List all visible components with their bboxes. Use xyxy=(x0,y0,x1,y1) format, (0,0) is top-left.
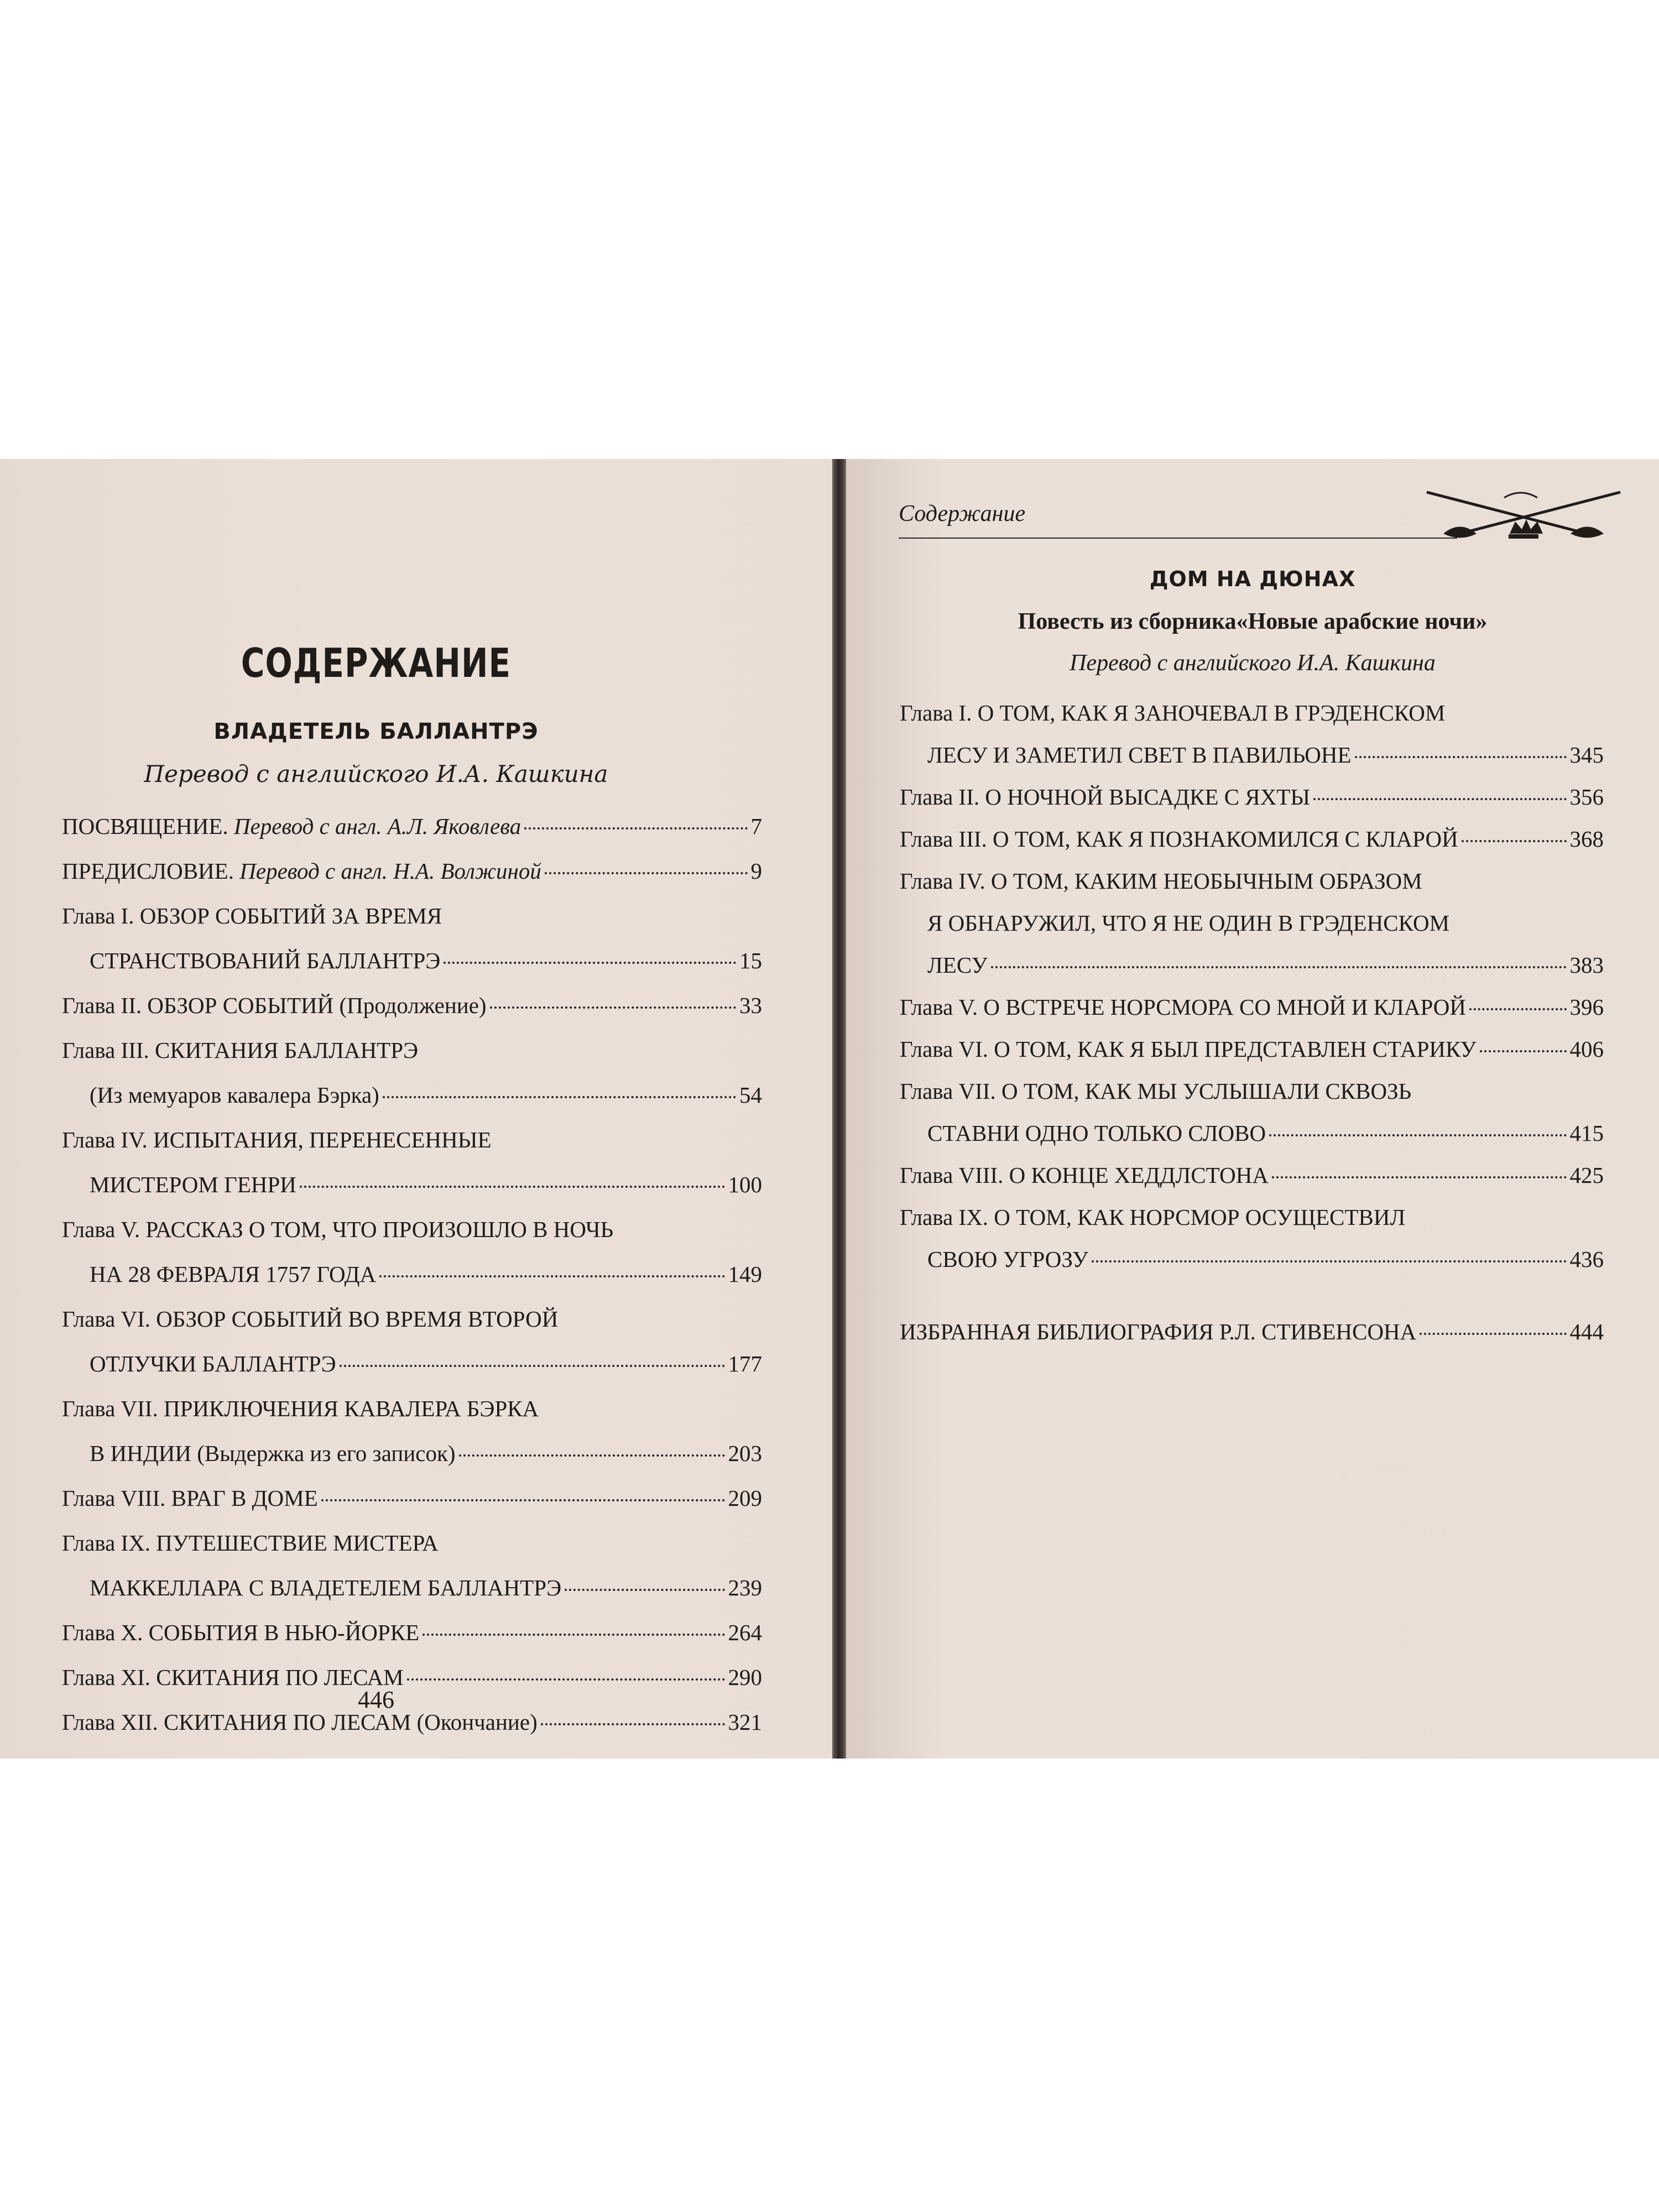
collection-title: Повесть из сборника«Новые арабские ночи» xyxy=(1018,609,1488,634)
leader-dots xyxy=(444,962,736,964)
toc-entry-line xyxy=(62,1530,762,1556)
toc-entry-line xyxy=(90,1261,762,1287)
toc-entry-line xyxy=(62,1126,762,1153)
toc-entry-title: Глава I. ОБЗОР СОБЫТИЙ ЗА ВРЕМЯ xyxy=(62,903,442,928)
leader-dots xyxy=(1462,840,1567,842)
leader-dots xyxy=(459,1454,725,1457)
leader-dots xyxy=(407,1678,725,1681)
toc-entry-title: Глава V. О ВСТРЕЧЕ НОРСМОРА СО МНОЙ И КЛАРОЙ xyxy=(900,994,1466,1020)
running-header: Содержание xyxy=(899,501,1026,526)
toc-page-number: 290 xyxy=(728,1665,762,1690)
toc-page-number: 203 xyxy=(728,1441,762,1466)
toc-entry-line xyxy=(62,1395,762,1422)
leader-dots xyxy=(1420,1333,1566,1335)
book-spread xyxy=(0,459,1659,1759)
toc-entry-title: НА 28 ФЕВРАЛЯ 1757 ГОДА xyxy=(90,1261,377,1287)
leader-dots xyxy=(541,1723,725,1725)
toc-page-number: 33 xyxy=(739,993,762,1018)
toc-entry-title: ПОСВЯЩЕНИЕ. Перевод с англ. А.Л. Яковлева xyxy=(62,813,521,839)
leader-dots xyxy=(545,872,748,874)
toc-entry-line xyxy=(90,1440,762,1467)
work-title: ВЛАДЕТЕЛЬ БАЛЛАНТРЭ xyxy=(213,719,539,744)
toc-entry-title: СТАВНИ ОДНО ТОЛЬКО СЛОВО xyxy=(927,1120,1266,1146)
toc-entry-line xyxy=(927,742,1604,768)
toc-page-number: 406 xyxy=(1569,1036,1604,1062)
toc-entry-title: Глава VII. ПРИКЛЮЧЕНИЯ КАВАЛЕРА БЭРКА xyxy=(62,1396,539,1421)
toc-entry-title: Глава VII. О ТОМ, КАК МЫ УСЛЫШАЛИ СКВОЗЬ xyxy=(900,1078,1412,1104)
toc-entry-line xyxy=(90,1574,762,1601)
toc-entry-title: Глава VIII. ВРАГ В ДОМЕ xyxy=(62,1485,318,1511)
crossed-swords-crown-icon xyxy=(1421,481,1626,547)
toc-page-number: 177 xyxy=(728,1351,762,1376)
toc-entry-title: Глава IX. ПУТЕШЕСТВИЕ МИСТЕРА xyxy=(62,1530,439,1556)
toc-entry-line xyxy=(900,826,1604,852)
leader-dots xyxy=(379,1275,724,1277)
toc-page-number: 15 xyxy=(739,948,762,973)
toc-entry-title: Глава II. О НОЧНОЙ ВЫСАДКЕ С ЯХТЫ xyxy=(900,784,1311,810)
toc-entry-title: СТРАНСТВОВАНИЙ БАЛЛАНТРЭ xyxy=(90,948,441,973)
work-title: ДОМ НА ДЮНАХ xyxy=(1149,567,1356,591)
toc-page-number: 383 xyxy=(1569,952,1604,978)
toc-entry-title: МАККЕЛЛАРА С ВЛАДЕТЕЛЕМ БАЛЛАНТРЭ xyxy=(90,1575,562,1600)
page-number: 446 xyxy=(358,1686,394,1713)
toc-page-number: 149 xyxy=(728,1261,762,1287)
book-gutter xyxy=(832,459,848,1759)
header-rule xyxy=(899,538,1457,539)
toc-entry-line xyxy=(900,784,1604,810)
toc-entry-title: СВОЮ УГРОЗУ xyxy=(927,1246,1088,1272)
toc-page-number: 368 xyxy=(1569,826,1604,852)
toc-entry-line xyxy=(927,910,1604,936)
toc-page-number: 321 xyxy=(728,1709,762,1735)
toc-page-number: 264 xyxy=(728,1620,762,1645)
toc-entry-title: В ИНДИИ (Выдержка из его записок) xyxy=(90,1441,456,1466)
toc-entry-title: Глава III. О ТОМ, КАК Я ПОЗНАКОМИЛСЯ С КЛАРОЙ xyxy=(900,826,1458,852)
page-title: СОДЕРЖАНИЕ xyxy=(241,639,512,687)
translation-credit: Перевод с английского И.А. Кашкина xyxy=(144,760,608,787)
toc-entry-line xyxy=(62,1216,762,1243)
toc-entry-title: Глава IV. ИСПЫТАНИЯ, ПЕРЕНЕСЕННЫЕ xyxy=(62,1127,492,1152)
leader-dots xyxy=(1092,1260,1567,1262)
toc-page-number: 444 xyxy=(1569,1319,1604,1344)
toc-entry-line xyxy=(62,1306,762,1332)
toc-entry-title: ИЗБРАННАЯ БИБЛИОГРАФИЯ Р.Л. СТИВЕНСОНА xyxy=(900,1319,1417,1344)
toc-page-number: 415 xyxy=(1569,1120,1604,1146)
leader-dots xyxy=(300,1186,725,1188)
toc-entry-title: Глава XI. СКИТАНИЯ ПО ЛЕСАМ xyxy=(62,1665,404,1690)
toc-entry-line xyxy=(62,1037,762,1063)
leader-dots xyxy=(340,1365,725,1367)
toc-entry-line xyxy=(62,813,762,839)
translation-credit: Перевод с английского И.А. Кашкина xyxy=(1070,650,1436,676)
toc-entry-line xyxy=(900,700,1604,726)
toc-entry-line xyxy=(900,868,1604,894)
toc-entry-line xyxy=(900,1162,1604,1188)
leader-dots xyxy=(1480,1050,1567,1052)
toc-entry-title: ЛЕСУ xyxy=(927,952,988,978)
toc-entry-line xyxy=(62,1485,762,1511)
leader-dots xyxy=(321,1499,725,1501)
toc-entry-title: Глава I. О ТОМ, КАК Я ЗАНОЧЕВАЛ В ГРЭДЕНСКОМ xyxy=(900,700,1446,726)
toc-entry-title: Глава IX. О ТОМ, КАК НОРСМОР ОСУЩЕСТВИЛ xyxy=(900,1204,1406,1230)
leader-dots xyxy=(991,966,1567,968)
toc-entry-title: Глава II. ОБЗОР СОБЫТИЙ (Продолжение) xyxy=(62,993,487,1018)
toc-entry-title: Глава III. СКИТАНИЯ БАЛЛАНТРЭ xyxy=(62,1037,419,1063)
toc-entry-line xyxy=(900,994,1604,1020)
toc-entry-line xyxy=(62,902,762,929)
toc-entry-title: Я ОБНАРУЖИЛ, ЧТО Я НЕ ОДИН В ГРЭДЕНСКОМ xyxy=(927,910,1450,936)
toc-page-number: 54 xyxy=(739,1082,762,1108)
toc-entry-line xyxy=(90,947,762,974)
toc-page-number: 209 xyxy=(728,1485,762,1511)
left-page xyxy=(0,459,832,1759)
toc-entry-line xyxy=(62,1619,762,1646)
leader-dots xyxy=(1313,798,1566,800)
toc-page-number: 7 xyxy=(750,813,762,839)
toc-entry-line xyxy=(927,1120,1604,1146)
toc-entry-line xyxy=(927,1246,1604,1272)
toc-entry-line xyxy=(62,992,762,1019)
toc-entry-line xyxy=(90,1171,762,1198)
toc-page-number: 239 xyxy=(728,1575,762,1600)
toc-entry-title: Глава XII. СКИТАНИЯ ПО ЛЕСАМ (Окончание) xyxy=(62,1709,538,1735)
toc-page-number: 9 xyxy=(750,858,762,884)
toc-entry-title: Глава X. СОБЫТИЯ В НЬЮ-ЙОРКЕ xyxy=(62,1620,420,1645)
toc-entry-line xyxy=(927,952,1604,978)
leader-dots xyxy=(422,1634,724,1636)
leader-dots xyxy=(1355,756,1567,758)
leader-dots xyxy=(1272,1176,1567,1178)
toc-entry-line xyxy=(900,1318,1604,1345)
toc-entry-title: (Из мемуаров кавалера Бэрка) xyxy=(90,1082,379,1108)
toc-page-number: 345 xyxy=(1569,742,1604,768)
leader-dots xyxy=(490,1006,736,1009)
toc-entry-title: ЛЕСУ И ЗАМЕТИЛ СВЕТ В ПАВИЛЬОНЕ xyxy=(927,742,1352,768)
toc-entry-title: Глава VIII. О КОНЦЕ ХЕДДЛСТОНА xyxy=(900,1162,1269,1188)
toc-entry-title: Глава VI. ОБЗОР СОБЫТИЙ ВО ВРЕМЯ ВТОРОЙ xyxy=(62,1306,559,1332)
leader-dots xyxy=(565,1589,724,1591)
toc-entry-title: МИСТЕРОМ ГЕНРИ xyxy=(90,1172,296,1197)
toc-page-number: 356 xyxy=(1569,784,1604,810)
leader-dots xyxy=(383,1096,736,1098)
toc-entry-line xyxy=(900,1204,1604,1230)
toc-entry-title: Глава IV. О ТОМ, КАКИМ НЕОБЫЧНЫМ ОБРАЗОМ xyxy=(900,868,1422,894)
leader-dots xyxy=(524,827,747,830)
toc-entry-line xyxy=(900,1036,1604,1062)
toc-entry-title: Глава VI. О ТОМ, КАК Я БЫЛ ПРЕДСТАВЛЕН СТАРИКУ xyxy=(900,1036,1477,1062)
toc-entry-line xyxy=(900,1078,1604,1104)
toc-entry-title: Глава V. РАССКАЗ О ТОМ, ЧТО ПРОИЗОШЛО В НОЧЬ xyxy=(62,1217,614,1242)
toc-entry-line xyxy=(90,1082,762,1108)
right-page xyxy=(846,459,1659,1759)
toc-entry-title: ОТЛУЧКИ БАЛЛАНТРЭ xyxy=(90,1351,336,1376)
toc-entry-line xyxy=(62,858,762,884)
toc-entry-line xyxy=(90,1350,762,1377)
toc-page-number: 100 xyxy=(728,1172,762,1197)
toc-page-number: 436 xyxy=(1569,1246,1604,1272)
leader-dots xyxy=(1469,1008,1567,1010)
toc-page-number: 396 xyxy=(1569,994,1604,1020)
toc-entry-title: ПРЕДИСЛОВИЕ. Перевод с англ. Н.А. Волжиной xyxy=(62,858,541,884)
toc-page-number: 425 xyxy=(1569,1162,1604,1188)
leader-dots xyxy=(1269,1134,1566,1136)
